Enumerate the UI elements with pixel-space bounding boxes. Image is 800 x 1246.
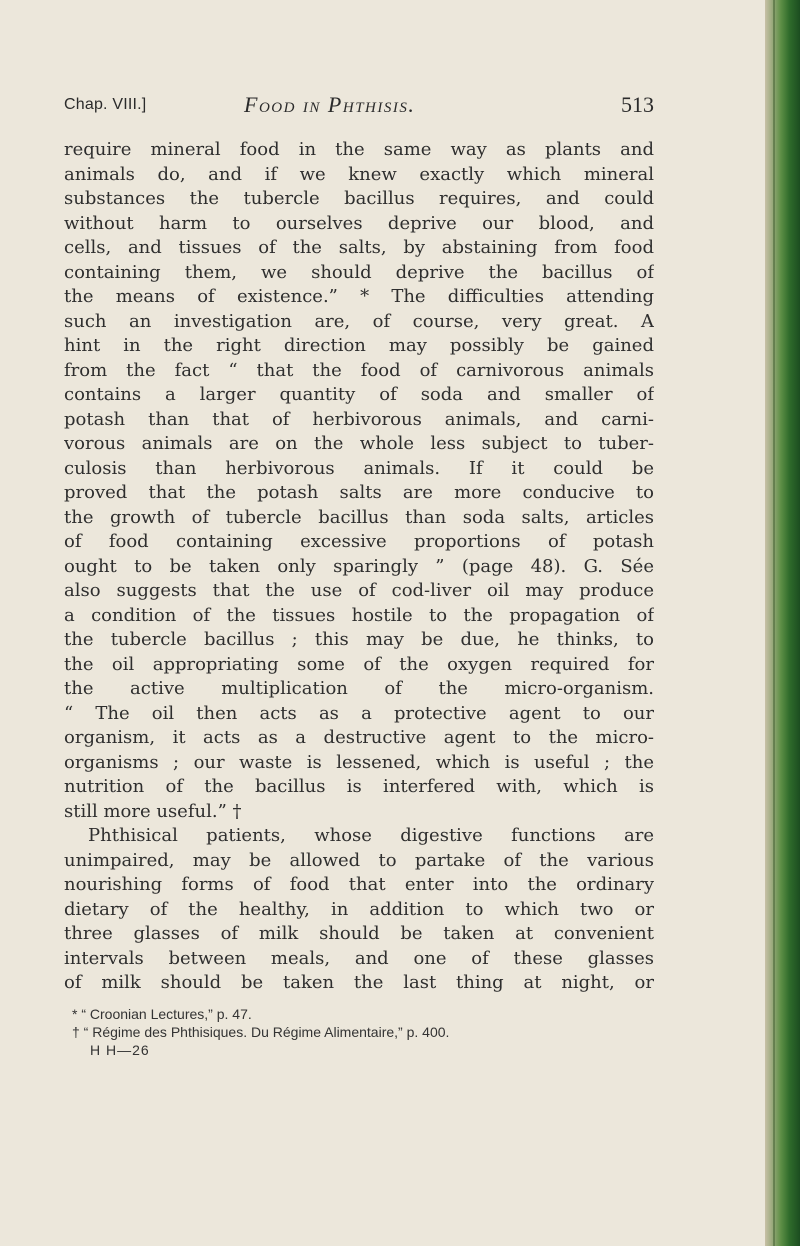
text-line: also suggests that the use of cod-liver oil may produce	[64, 580, 654, 601]
chapter-label: Chap. VIII.]	[64, 96, 147, 113]
footnote: † “ Régime des Phthisiques. Du Régime Alimentaire,” p. 400.	[72, 1024, 450, 1040]
text-line: nourishing forms of food that enter into the ordinary	[64, 874, 654, 895]
text-line: vorous animals are on the whole less subject to tuber-	[64, 433, 654, 454]
text-line: organism, it acts as a destructive agent to the micro-	[64, 727, 654, 748]
text-line: a condition of the tissues hostile to the propagation of	[64, 604, 654, 626]
running-head	[64, 92, 654, 122]
text-line: proved that the potash salts are more conducive to	[64, 482, 654, 503]
text-line: “ The oil then acts as a protective agent to our	[64, 702, 654, 724]
running-title: Food in Phthisis.	[244, 92, 416, 117]
text-line: the tubercle bacillus ; this may be due, he thinks, to	[64, 629, 654, 650]
text-line: organisms ; our waste is lessened, which is useful ; the	[64, 751, 654, 773]
text-line: containing them, we should deprive the bacillus of	[64, 261, 654, 283]
book-binding-edge	[765, 0, 800, 1246]
text-line: of milk should be taken the last thing at night, or	[64, 972, 654, 993]
text-line: the active multiplication of the micro-organism.	[64, 678, 654, 699]
text-line: potash than that of herbivorous animals, and carni-	[64, 408, 654, 430]
text-line: of food containing excessive proportions of potash	[64, 531, 654, 552]
text-line: animals do, and if we knew exactly which mineral	[64, 163, 654, 185]
text-line: dietary of the healthy, in addition to which two or	[64, 898, 654, 920]
footnotes	[72, 1005, 652, 1059]
text-line: require mineral food in the same way as plants and	[64, 139, 654, 160]
text-line: the oil appropriating some of the oxygen required for	[64, 653, 654, 675]
text-line: unimpaired, may be allowed to partake of the various	[64, 849, 654, 871]
text-line: substances the tubercle bacillus requires, and could	[64, 188, 654, 209]
text-line: the means of existence.” * The difficulties attending	[64, 286, 654, 307]
text-line: such an investigation are, of course, very great. A	[64, 310, 654, 332]
text-line: from the fact “ that the food of carnivorous animals	[64, 359, 654, 381]
page-number: 513	[621, 92, 654, 117]
text-line: without harm to ourselves deprive our blood, and	[64, 212, 654, 234]
text-line: still more useful.” †	[64, 800, 242, 822]
text-line: three glasses of milk should be taken at convenient	[64, 923, 654, 944]
text-line: contains a larger quantity of soda and smaller of	[64, 384, 654, 405]
body-text	[64, 138, 654, 996]
text-line: culosis than herbivorous animals. If it could be	[64, 457, 654, 479]
text-line: the growth of tubercle bacillus than soda salts, articles	[64, 506, 654, 528]
text-line: ought to be taken only sparingly ” (page 48). G. Sée	[64, 555, 654, 577]
paragraph-first-line: Phthisical patients, whose digestive functions are	[88, 825, 654, 846]
footnote: * “ Croonian Lectures,” p. 47.	[72, 1006, 252, 1022]
text-line: cells, and tissues of the salts, by abstaining from food	[64, 237, 654, 258]
printer-signature: H H—26	[90, 1042, 150, 1058]
text-line: intervals between meals, and one of these glasses	[64, 947, 654, 969]
text-line: hint in the right direction may possibly be gained	[64, 335, 654, 356]
text-line: nutrition of the bacillus is interfered with, which is	[64, 776, 654, 797]
